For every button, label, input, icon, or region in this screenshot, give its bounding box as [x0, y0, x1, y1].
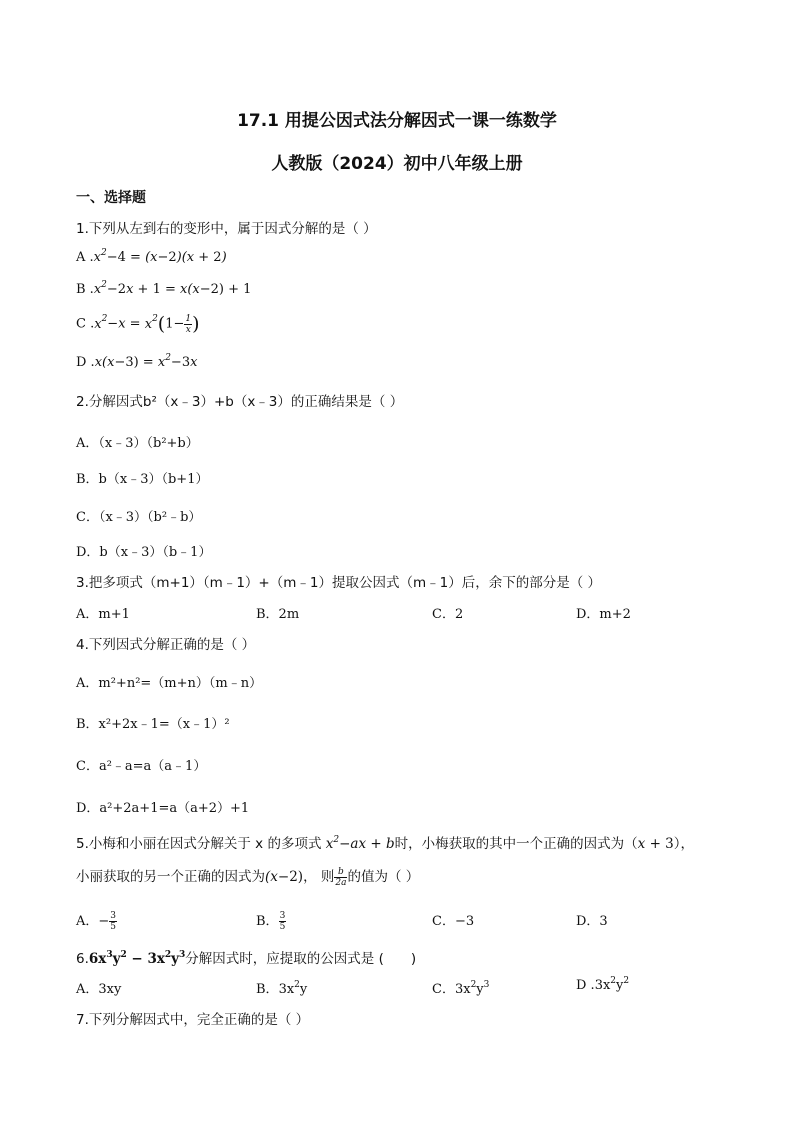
question-2-option-a: A．（x﹣3）（b²+b） — [76, 436, 199, 451]
question-6-option-b: B．$3x^2y$ — [256, 979, 308, 997]
question-5-option-a: A．− $\frac{3}{5}$ — [76, 911, 117, 932]
worksheet-title: 17.1 用提公因式法分解因式一课一练数学 — [237, 111, 557, 131]
question-4-option-d: D．a²+2a+1=a（a+2）+1 — [76, 801, 250, 816]
question-5-option-c: C．−3 — [432, 914, 475, 929]
question-1-option-c: C $.x^2-x = x^2(1-$ $\frac{1}{x}$ ) — [76, 313, 200, 335]
question-2-stem: 2.分解因式b²（x﹣3）+b（x﹣3）的正确结果是（ ） — [76, 394, 404, 410]
question-6-option-c: C．$3x^2y^3$ — [432, 979, 490, 997]
section-heading: 一、选择题 — [76, 190, 146, 206]
question-4-option-c: C．a²﹣a=a（a﹣1） — [76, 759, 207, 774]
question-5-option-b: B． $\frac{3}{5}$ — [256, 911, 286, 932]
question-5-option-d: D．3 — [576, 914, 608, 929]
question-3-option-b: B．2m — [256, 607, 300, 622]
question-6-option-a: A．3xy — [76, 982, 122, 997]
question-4-option-b: B．x²+2x﹣1=（x﹣1）² — [76, 717, 230, 732]
question-1-option-d: D $.x(x-3) = x^2-3x$ — [76, 352, 198, 370]
question-1-option-b: B $.x^2-2x + 1 = x(x-2) + 1$ — [76, 279, 252, 297]
question-2-option-b: B．b（x﹣3）（b+1） — [76, 472, 209, 487]
question-5-stem-line2: 小丽获取的另一个正确的因式为(x−2)， 则 $\frac{b}{2a}$ 的值为（ ） — [76, 866, 420, 888]
question-1-option-a: A $.x^2-4 = (x-2)(x + 2)$ — [76, 247, 227, 265]
question-3-stem: 3.把多项式（m+1）（m﹣1）+（m﹣1）提取公因式（m﹣1）后，余下的部分是（ ） — [76, 575, 602, 591]
question-3-option-a: A．m+1 — [76, 607, 130, 622]
question-5-stem-line1: 5.小梅和小丽在因式分解关于 x 的多项式 $x^2-ax + b$时，小梅获取的其中一个正确的因式为（x + 3）， — [76, 834, 695, 852]
question-7-stem: 7.下列分解因式中，完全正确的是（ ） — [76, 1012, 310, 1028]
question-2-option-d: D．b（x﹣3）（b﹣1） — [76, 545, 212, 560]
question-6-option-d: D $.3x^2y^2$ — [576, 975, 630, 993]
question-1-stem: 1.下列从左到右的变形中，属于因式分解的是（ ） — [76, 221, 377, 237]
question-4-stem: 4.下列因式分解正确的是（ ） — [76, 637, 256, 653]
question-4-option-a: A．m²+n²=（m+n）（m﹣n） — [76, 676, 263, 691]
question-6-stem: $6.6x^3y^2 - 3x^2y^3$分解因式时，应提取的公因式是 ( ) — [76, 949, 417, 967]
question-3-option-c: C．2 — [432, 607, 464, 622]
question-3-option-d: D．m+2 — [576, 607, 631, 622]
question-2-option-c: C．（x﹣3）（b²﹣b） — [76, 510, 202, 525]
worksheet-subtitle: 人教版（2024）初中八年级上册 — [271, 154, 523, 174]
